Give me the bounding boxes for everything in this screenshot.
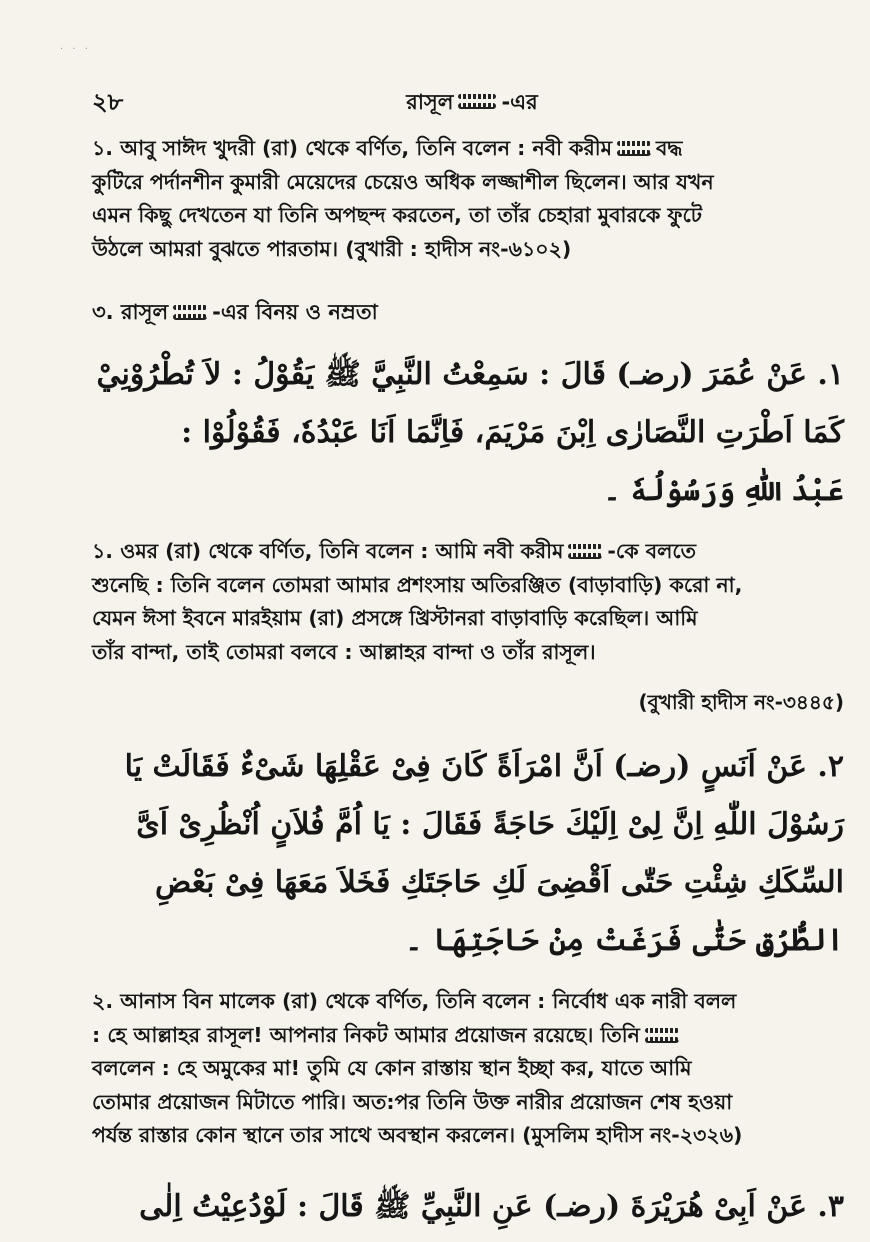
running-title <box>92 86 852 121</box>
arabic-line: عَبْدُ اللّٰهِ وَرَسُوْلُهٗ ۔ <box>603 473 844 508</box>
salawat-calligraphy-icon <box>614 138 654 160</box>
paragraph-line <box>92 1019 844 1053</box>
salawat-calligraphy-icon <box>170 302 210 324</box>
paragraph-line: যেমন ঈসা ইবনে মারইয়াম (রা) প্রসঙ্গে খ্রিস্টানরা বাড়াবাড়ি করেছিল। আমি <box>92 606 698 630</box>
hadith-translation-2 <box>92 535 844 669</box>
paragraph-line: কুটিরে পর্দানশীন কুমারী মেয়েদের চেয়েও অধিক লজ্জাশীল ছিলেন। আর যখন <box>92 169 714 194</box>
salawat-calligraphy-icon <box>455 91 499 115</box>
running-title-text: রাসূল <box>406 90 454 114</box>
page-number: ২৮ <box>92 88 124 116</box>
paragraph-line: ২. আনাস বিন মালেক (রা) থেকে বর্ণিত, তিনি বলেন : নির্বোধ এক নারী বলল <box>92 989 737 1013</box>
arabic-line: رَسُوْلَ اللّٰهِ اِنَّ لِىْ اِلَيْكَ حَاجَةً فَقَالَ : يَا اُمَّ فُلاَنٍ اُنْظُرِىْ اَىَّ <box>136 807 844 842</box>
paragraph-line: শুনেছি : তিনি বলেন তোমরা আমার প্রশংসায় অতিরঞ্জিত (বাড়াবাড়ি) করো না, <box>92 572 743 597</box>
section-heading-text: ৩. রাসূল <box>92 300 169 324</box>
arabic-line: كَمَا اَطْرَتِ النَّصَارٰى اِبْنَ مَرْيَمَ، فَاِنَّمَا اَنَا عَبْدُهٗ، فَقُوْلُوْا : <box>181 415 844 450</box>
section-heading <box>92 296 378 331</box>
section-heading-text: -এর বিনয় ও নম্রতা <box>212 300 378 324</box>
paragraph-line: এমন কিছু দেখতেন যা তিনি অপছন্দ করতেন, তা তাঁর চেহারা মুবারকে ফুটে <box>92 203 702 227</box>
line-text: ১. আবু সাঈদ খুদরী (রা) থেকে বর্ণিত, তিনি বলেন : নবী করীম <box>92 136 612 160</box>
paragraph-line: বললেন : হে অমুকের মা! তুমি যে কোন রাস্তায় স্থান ইচ্ছা কর, যাতে আমি <box>92 1056 692 1080</box>
paragraph-line: পর্যন্ত রাস্তার কোন স্থানে তার সাথে অবস্থান করলেন। (মুসলিম হাদীস নং-২৩২৬) <box>92 1123 743 1147</box>
arabic-line: ٢. عَنْ اَنَسٍ (رضـ) اَنَّ امْرَاَةً كَانَ فِىْ عَقْلِهَا شَىْءٌ فَقَالَتْ يَا <box>124 749 844 784</box>
salawat-calligraphy-icon <box>565 541 605 563</box>
arabic-line: ١. عَنْ عُمَرَ (رضـ) قَالَ : سَمِعْتُ النَّبِيَّ ﷺ يَقُوْلُ : لاَ تُطْرُوْنِيْ <box>96 357 844 392</box>
arabic-line: السِّكَكِ شِئْتِ حَتّٰى اَقْضِىَ لَكِ حَاجَتَكِ فَخَلاَ مَعَهَا فِىْ بَعْضِ <box>154 865 844 900</box>
arabic-hadith-2 <box>92 738 844 970</box>
paragraph-line <box>92 132 844 166</box>
paragraph-line: তোমার প্রয়োজন মিটাতে পারি। অত:পর তিনি উক্ত নারীর প্রয়োজন শেষ হওয়া <box>92 1089 733 1114</box>
hadith-translation-3 <box>92 985 844 1153</box>
page-header <box>92 84 852 118</box>
running-title-suffix: -এর <box>501 90 538 114</box>
line-text: ১. ওমর (রা) থেকে বর্ণিত, তিনি বলেন : আমি নবী করীম <box>92 539 564 563</box>
arabic-line: ٣. عَنْ اَبِىْ هُرَيْرَةَ (رضـ) عَنِ النَّبِيِّ ﷺ قَالَ : لَوْدُعِيْتُ اِلٰى <box>139 1189 844 1224</box>
arabic-hadith-1 <box>92 346 844 520</box>
arabic-line: الطُّرُقِ حَتّٰى فَرَغَتْ مِنْ حَاجَتِهَا ۔ <box>405 923 844 958</box>
paragraph-line: উঠলে আমরা বুঝতে পারতাম। (বুখারী : হাদীস নং-৬১০২) <box>92 236 572 261</box>
paragraph-line: তাঁর বান্দা, তাই তোমরা বলবে : আল্লাহর বান্দা ও তাঁর রাসূল। <box>92 639 596 664</box>
hadith-translation-1 <box>92 132 844 266</box>
page-specks: · · · <box>60 44 91 55</box>
hadith-source: (বুখারী হাদীস নং-৩৪৪৫) <box>638 690 844 714</box>
paragraph-line <box>92 535 844 569</box>
line-text: বদ্ধ <box>655 136 683 160</box>
line-text: : হে আল্লাহর রাসূল! আপনার নিকট আমার প্রয়োজন রয়েছে। তিনি <box>92 1022 640 1047</box>
arabic-hadith-3 <box>92 1180 844 1234</box>
salawat-calligraphy-icon <box>642 1025 682 1047</box>
line-text: -কে বলতে <box>607 539 697 563</box>
